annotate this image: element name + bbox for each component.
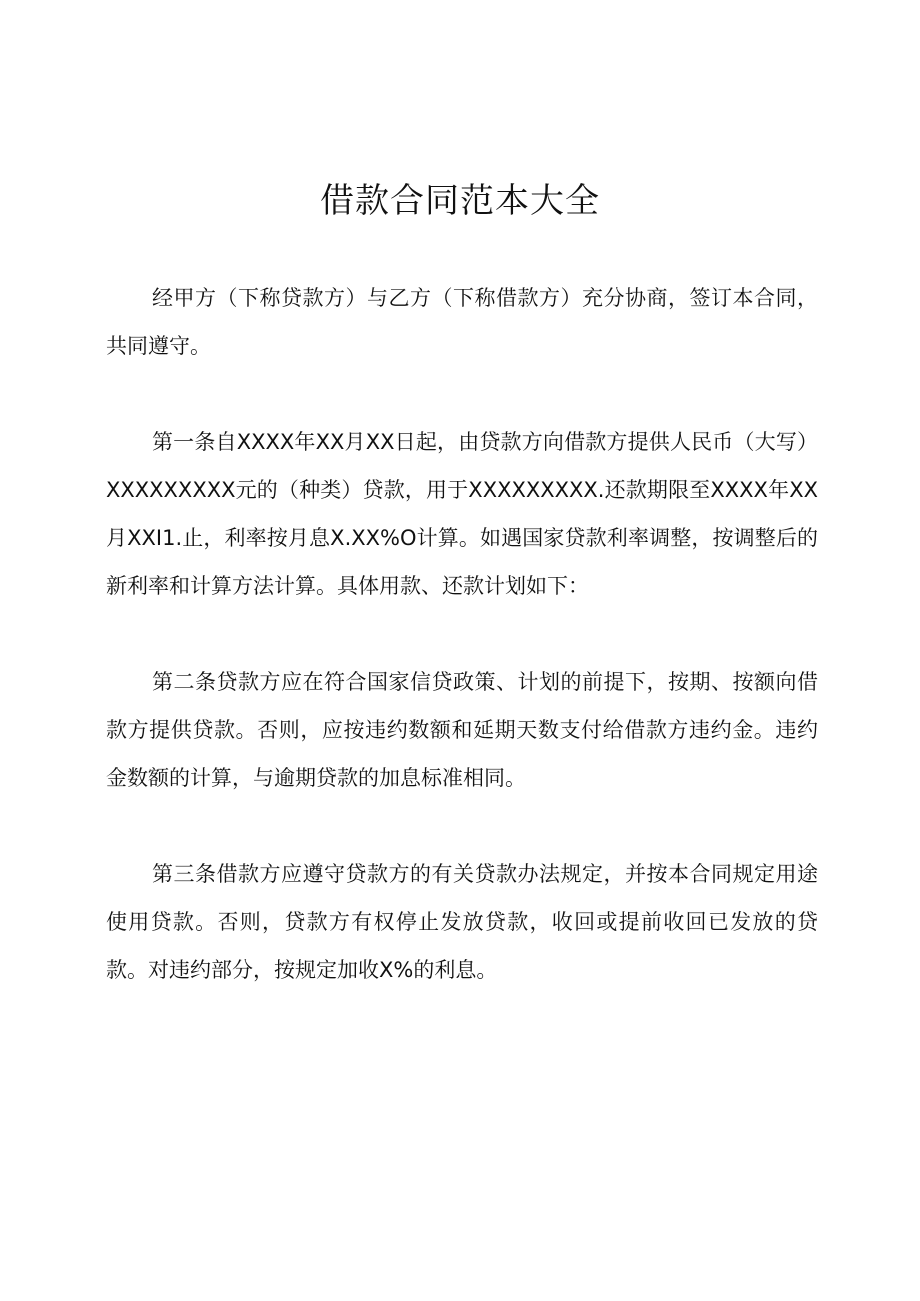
paragraph-article-2: 第二条贷款方应在符合国家信贷政策、计划的前提下，按期、按额向借款方提供贷款。否则，应按违约数额和延期天数支付给借款方违约金。违约金数额的计算，与逾期贷款的加息标准相同。 — [106, 670, 818, 790]
document-title: 借款合同范本大全 — [320, 181, 600, 221]
paragraph-article-3: 第三条借款方应遵守贷款方的有关贷款办法规定，并按本合同规定用途使用贷款。否则，贷款方有权停止发放贷款，收回或提前收回已发放的贷款。对违约部分，按规定加收X%的利息。 — [106, 862, 818, 982]
paragraph-article-1: 第一条自XXXX年XX月XX日起，由贷款方向借款方提供人民币（大写）XXXXXXXXX元的（种类）贷款，用于XXXXXXXXX.还款期限至XXXX年XX月XXI1.止，利率按月息X.XX%O计算。如遇国家贷款利率调整，按调整后的新利率和计算方法计算。具体用款、还款计划如下： — [106, 430, 818, 598]
paragraph-preamble: 经甲方（下称贷款方）与乙方（下称借款方）充分协商，签订本合同，共同遵守。 — [106, 286, 818, 358]
